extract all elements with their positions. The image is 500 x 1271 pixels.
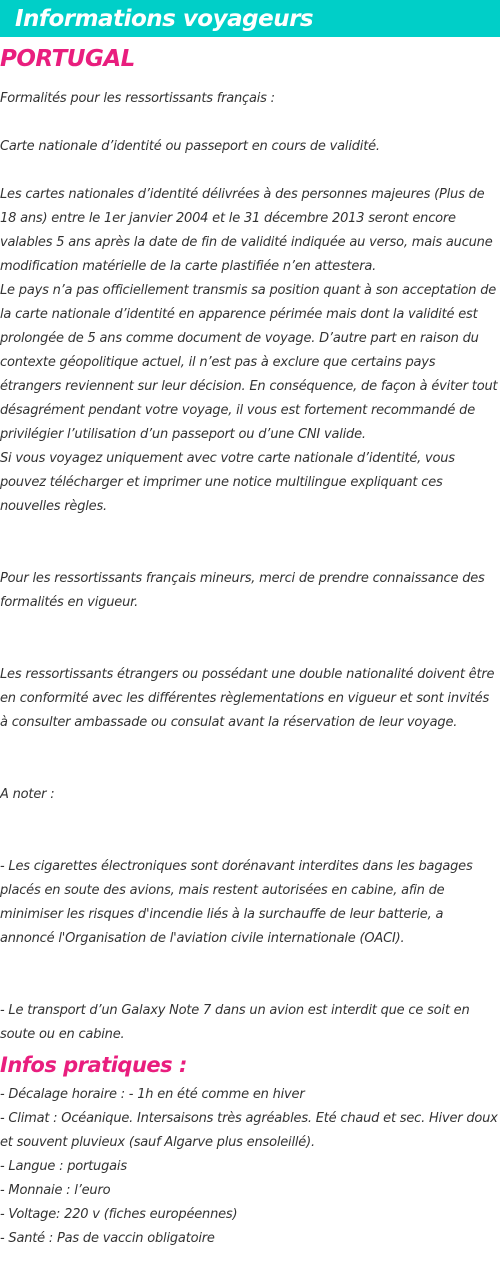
list-item-timezone: - Décalage horaire : - 1h en été comme en hiver (0, 1087, 305, 1102)
list-item-voltage: - Voltage: 220 v (fiches européennes) (0, 1207, 238, 1222)
multilingual-notice-paragraph: Si vous voyagez uniquement avec votre carte nationale d’identité, vous pouvez télécharger et imprimer une notice multilingue expliquant ces nouvelles règles. (0, 451, 455, 514)
practical-info-title: Infos pratiques : (0, 1053, 187, 1077)
note-label: A noter : (0, 787, 55, 802)
list-item-health: - Santé : Pas de vaccin obligatoire (0, 1231, 215, 1246)
list-item-language: - Langue : portugais (0, 1159, 127, 1174)
practical-info-list (0, 1083, 500, 1251)
header-bar (0, 0, 500, 37)
header-title: Informations voyageurs (15, 5, 314, 32)
required-document: Carte nationale d’identité ou passeport en cours de validité. (0, 139, 380, 154)
formalities-intro: Formalités pour les ressortissants français : (0, 91, 275, 106)
list-item-climate: - Climat : Océanique. Intersaisons très agréables. Eté chaud et sec. Hiver doux et souvent pluvieux (sauf Algarve plus ensoleillé). (0, 1111, 498, 1150)
cni-validity-paragraph: Les cartes nationales d’identité délivrées à des personnes majeures (Plus de 18 ans) entre le 1er janvier 2004 et le 31 décembre 2013 seront encore valables 5 ans après la date de fin de validité indiquée au verso, mais aucune modification matérielle de la carte plastifiée n’en attestera. (0, 187, 493, 274)
list-item-currency: - Monnaie : l’euro (0, 1183, 111, 1198)
country-title: PORTUGAL (0, 46, 135, 72)
ecig-paragraph: - Les cigarettes électroniques sont dorénavant interdites dans les bagages placés en soute des avions, mais restent autorisées en cabine, afin de minimiser les risques d'incendie liés à la surchauffe de leur batterie, a annoncé l'Organisation de l'aviation civile internationale (OACI). (0, 859, 473, 946)
foreigners-paragraph: Les ressortissants étrangers ou possédant une double nationalité doivent être en conformité avec les différentes règlementations en vigueur et sont invités à consulter ambassade ou consulat avant la réservation de leur voyage. (0, 667, 495, 730)
galaxy-note-paragraph: - Le transport d’un Galaxy Note 7 dans un avion est interdit que ce soit en soute ou en cabine. (0, 1003, 470, 1042)
formalities-section (0, 73, 500, 1047)
minors-paragraph: Pour les ressortissants français mineurs, merci de prendre connaissance des formalités en vigueur. (0, 571, 485, 610)
country-position-paragraph: Le pays n’a pas officiellement transmis sa position quant à son acceptation de la carte nationale d’identité en apparence périmée mais dont la validité est prolongée de 5 ans comme document de voyage. D’autre part en raison du contexte géopolitique actuel, il n’est pas à exclure que certains pays étrangers reviennent sur leur décision. En conséquence, de façon à éviter tout désagrément pendant votre voyage, il vous est fortement recommandé de privilégier l’utilisation d’un passeport ou d’une CNI valide. (0, 283, 498, 442)
